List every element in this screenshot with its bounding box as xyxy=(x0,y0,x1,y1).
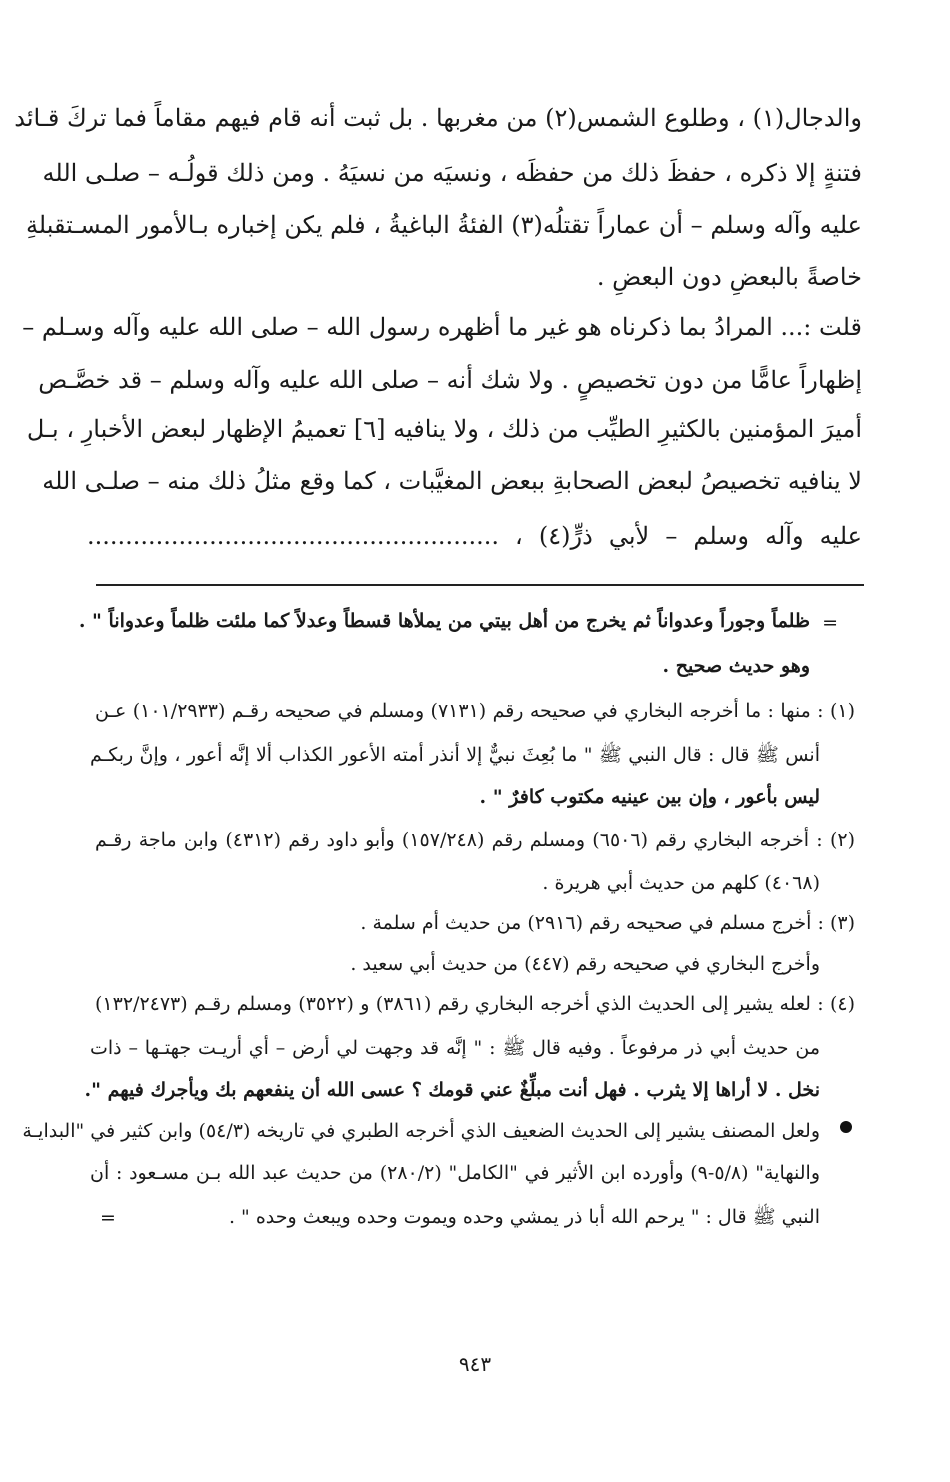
continues-mark: = xyxy=(100,1207,116,1229)
main-line-3: عليه وآله وسلم – أن عماراً تقتلُه(٣) الفئةُ الباغيةُ ، فلم يكن إخباره بـالأمور المسـتقبلةِ xyxy=(25,211,862,239)
bullet-note-line-3: النبي ﷺ قال : " يرحم الله أبا ذر يمشي وحده ويموت وحده ويبعث وحده " . xyxy=(228,1206,820,1228)
main-line-8: لا ينافيه تخصيصُ لبعض الصحابةِ ببعض المغيَّبات ، كما وقع مثلُ ذلك منه – صلـى الله xyxy=(42,467,862,495)
footnote-4-line-1: (٤) : لعله يشير إلى الحديث الذي أخرجه البخاري رقم (٣٨٦١) و (٣٥٢٢) ومسلم رقـم (١٣٢/٢٤٧٣) xyxy=(95,993,856,1015)
footnote-2-line-1: (٢) : أخرجه البخاري رقم (٦٥٠٦) ومسلم رقم (١٥٧/٢٤٨) وأبو داود رقم (٤٣١٢) وابن ماجة رقـم xyxy=(95,829,855,851)
footnote-1-line-1: (١) : منها : ما أخرجه البخاري في صحيحه رقم (٧١٣١) ومسلم في صحيحه رقـم (١٠١/٢٩٣٣) عـن xyxy=(95,700,856,722)
footnote-1-line-2: أنس ﷺ قال : قال النبي ﷺ " ما بُعِثَ نبيٌّ إلا أنذر أمته الأعور الكذاب ألا إنَّه أعور ، وإنَّ ربكـم xyxy=(90,744,820,766)
footnote-3-line-1: (٣) : أخرج مسلم في صحيحه رقم (٢٩١٦) من حديث أم سلمة . xyxy=(360,912,855,934)
page-number: ٩٤٣ xyxy=(458,1352,492,1376)
bullet-note-line-1: ولعل المصنف يشير إلى الحديث الضعيف الذي أخرجه الطبري في تاريخه (٥٤/٣) وابن كثير في "البدايـة xyxy=(22,1120,820,1142)
main-line-2: فتنةٍ إلا ذكره ، حفظَ ذلك من حفظَه ، ونسيَه من نسيَهُ . ومن ذلك قولُـه – صلـى الله xyxy=(42,159,862,187)
footnote-2-line-2: (٤٠٦٨) كلهم من حديث أبي هريرة . xyxy=(542,872,820,894)
continuation-mark: = xyxy=(822,612,838,634)
footnote-4-line-2: من حديث أبي ذر مرفوعاً . وفيه قال ﷺ : " إنَّه قد وجهت لي أرض – أي أريـت جهتـها – ذات xyxy=(90,1037,820,1059)
footnote-3-line-2: وأخرج البخاري في صحيحه رقم (٤٤٧) من حديث أبي سعيد . xyxy=(350,953,820,975)
footnote-cont-line-1: ظلماً وجوراً وعدواناً ثم يخرج من أهل بيتي من يملأها قسطاً وعدلاً كما ملئت ظلماً وعدواناً " . xyxy=(78,610,810,632)
bullet-note-line-2: والنهاية" (٥/٨-٩) وأورده ابن الأثير في "الكامل" (٢٨٠/٢) من حديث عبد الله بـن مسـعود : أن xyxy=(90,1162,820,1184)
main-line-6: إظهاراً عامًّا من دون تخصيصٍ . ولا شك أنه – صلى الله عليه وآله وسلم – قد خصَّـص xyxy=(38,366,862,394)
main-line-4: خاصةً بالبعضِ دون البعضِ . xyxy=(596,263,862,291)
main-line-1: والدجال(١) ، وطلوع الشمس(٢) من مغربها . بل ثبت أنه قام فيهم مقاماً فما تركَ قـائد xyxy=(14,104,862,132)
main-line-7: أميرَ المؤمنين بالكثيرِ الطيِّب من ذلك ، ولا ينافيه [٦] تعميمُ الإظهار لبعض الأخبارِ ، بـل xyxy=(26,415,862,443)
main-line-5: قلت :... المرادُ بما ذكرناه هو غير ما أظهره رسول الله – صلى الله عليه وآله وسـلم – xyxy=(22,313,862,341)
bullet-icon xyxy=(840,1121,852,1133)
footnote-cont-line-2: وهو حديث صحيح . xyxy=(662,655,810,677)
main-line-9: عليه وآله وسلم – لأبي ذرٍّ(٤) ، ...................................................... xyxy=(87,522,863,550)
footnote-1-line-3: ليس بأعور ، وإن بين عينيه مكتوب كافرٌ " . xyxy=(479,786,820,808)
footnote-4-line-3: نخل . لا أراها إلا يثرب . فهل أنت مبلِّغٌ عني قومك ؟ عسى الله أن ينفعهم بك ويأجرك فيهم ". xyxy=(84,1079,820,1101)
footnote-separator xyxy=(96,584,864,586)
